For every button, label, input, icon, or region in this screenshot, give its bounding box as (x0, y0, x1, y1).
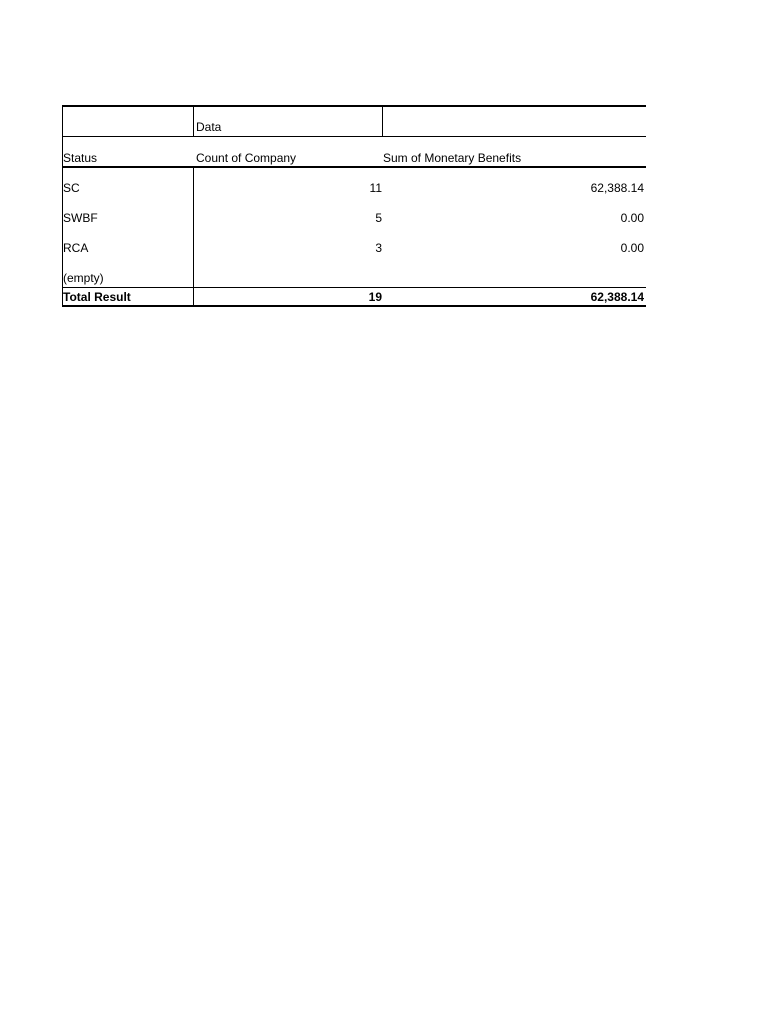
row-status: (empty) (63, 271, 104, 285)
top-border (62, 105, 646, 107)
column-divider-2-top (382, 105, 383, 137)
row-status: RCA (63, 241, 89, 255)
row-status: SWBF (63, 211, 98, 225)
row-sum: 0.00 (620, 241, 644, 255)
column-header-bottom-border (62, 166, 646, 168)
total-top-border (62, 287, 646, 288)
total-label: Total Result (63, 290, 131, 304)
header-divider (62, 136, 646, 137)
row-sum: 0.00 (620, 211, 644, 225)
column-divider-1 (193, 167, 194, 307)
total-sum: 62,388.14 (590, 290, 644, 304)
count-column-header: Count of Company (196, 151, 297, 165)
status-column-header: Status (63, 151, 98, 165)
row-status: SC (63, 181, 80, 195)
total-count: 19 (368, 290, 382, 304)
row-count: 5 (375, 211, 382, 225)
data-header-label: Data (196, 120, 222, 134)
column-divider-1-top (193, 105, 194, 137)
row-sum: 62,388.14 (590, 181, 644, 195)
row-count: 11 (369, 181, 382, 195)
sum-column-header: Sum of Monetary Benefits (383, 151, 522, 165)
bottom-border (62, 305, 646, 307)
row-count: 3 (375, 241, 382, 255)
